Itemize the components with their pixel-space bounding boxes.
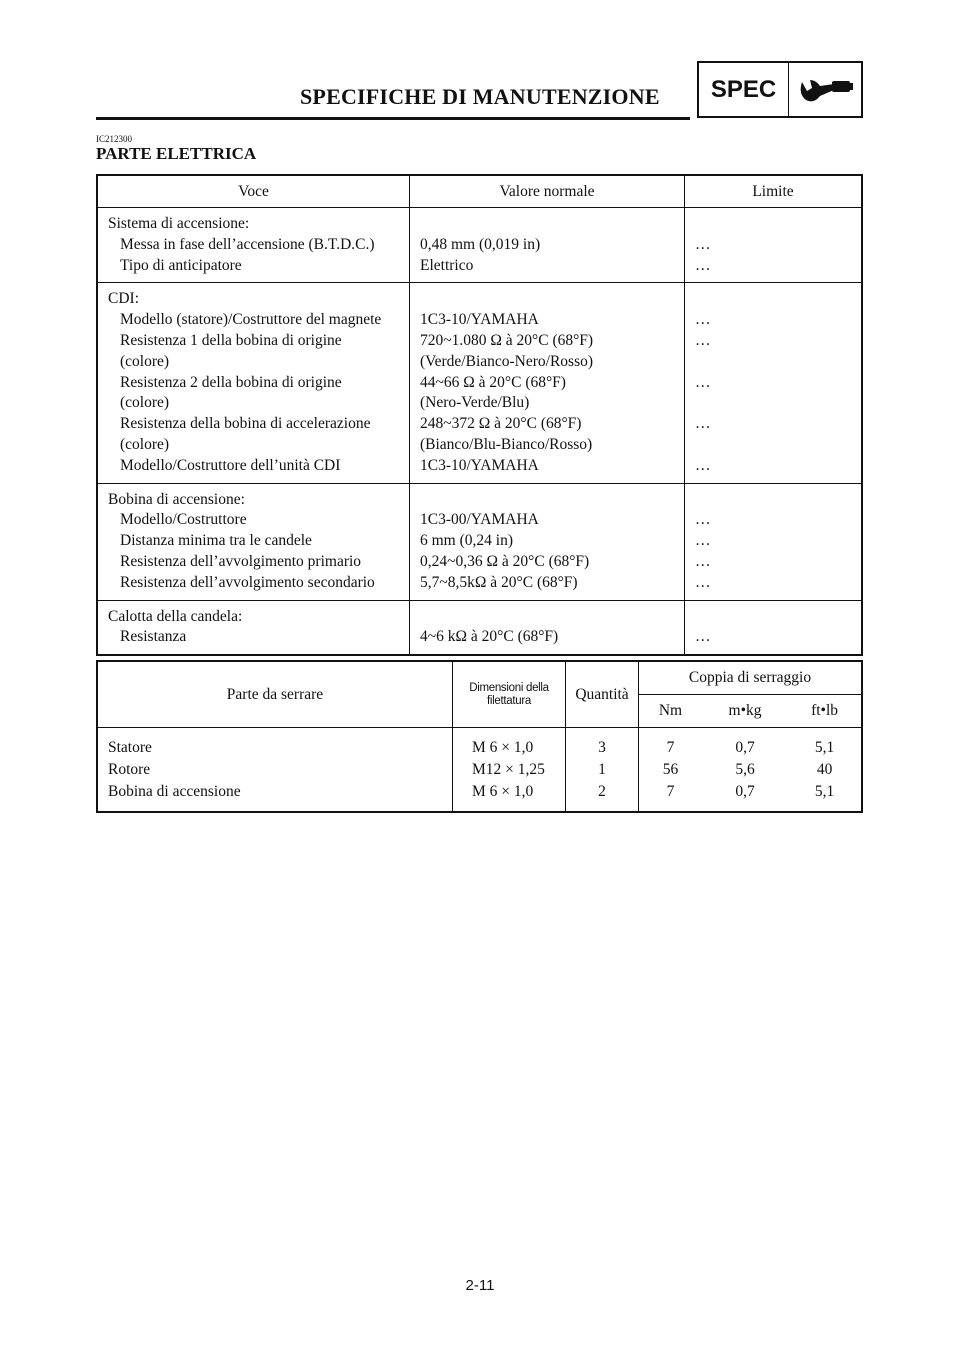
- item-label: Messa in fase dell’accensione (B.T.D.C.): [120, 235, 375, 253]
- blank-line: [695, 490, 861, 511]
- torque-ftlb: 40: [816, 761, 833, 778]
- spec-badge: [697, 61, 863, 118]
- voce-cell: [97, 483, 410, 600]
- blank-line: [420, 607, 684, 628]
- header-thread: [453, 661, 566, 728]
- torque-ftlb: 5,1: [814, 783, 835, 800]
- torque-part: Rotore: [97, 759, 453, 781]
- item-value: 720~1.080 Ω à 20°C (68°F): [420, 331, 594, 349]
- item-label: Modello (statore)/Costruttore del magnete: [120, 311, 382, 329]
- voce-cell: [97, 600, 410, 655]
- item-label: Resistenza 1 della bobina di origine: [120, 331, 342, 349]
- blank-line: [420, 289, 684, 310]
- valore-lines: [410, 208, 684, 282]
- header-mkg: m•kg: [702, 695, 788, 728]
- limite-cell: [685, 208, 863, 283]
- torque-ftlb: 5,1: [814, 739, 835, 756]
- item-label: Modello/Costruttore: [120, 511, 247, 529]
- torque-nm: 7: [666, 783, 675, 800]
- blank-line: [420, 490, 684, 511]
- item-limit: …: [695, 256, 711, 274]
- torque-mkg: 0,7: [735, 739, 755, 756]
- spec-group: [97, 208, 862, 283]
- item-limit: [695, 393, 861, 414]
- spec-group: [97, 483, 862, 600]
- item-limit: …: [695, 552, 711, 570]
- header-thread-line: filettatura: [486, 694, 531, 707]
- item-label: (colore): [120, 394, 170, 412]
- header-rule: [96, 117, 690, 120]
- item-value: 248~372 Ω à 20°C (68°F): [420, 415, 582, 433]
- item-label: (colore): [120, 352, 170, 370]
- item-limit: …: [695, 373, 711, 391]
- item-label: Resistenza 2 della bobina di origine: [120, 373, 342, 391]
- blank-line: [695, 607, 861, 628]
- item-label: (colore): [120, 435, 170, 453]
- item-value: 0,48 mm (0,019 in): [420, 235, 541, 253]
- valore-lines: [410, 484, 684, 600]
- item-label: Resistenza dell’avvolgimento secondario: [120, 573, 375, 591]
- torque-nm: 7: [666, 739, 675, 756]
- item-label: Resistenza dell’avvolgimento primario: [120, 552, 362, 570]
- header-thread-line: Dimensioni della: [469, 681, 549, 694]
- spec-group: [97, 283, 862, 483]
- table-row: [97, 781, 862, 812]
- spec-table: [96, 174, 863, 656]
- header-nm: Nm: [639, 695, 702, 728]
- torque-part: Bobina di accensione: [97, 781, 453, 812]
- item-value: 4~6 kΩ à 20°C (68°F): [420, 628, 559, 646]
- item-value: 6 mm (0,24 in): [420, 532, 513, 550]
- item-value: 1C3-10/YAMAHA: [420, 311, 539, 329]
- valore-cell: [410, 208, 685, 283]
- header-valore: Valore normale: [410, 175, 685, 208]
- voce-cell: [97, 283, 410, 483]
- voce-lines: [98, 601, 409, 655]
- item-value: (Nero-Verde/Blu): [420, 394, 530, 412]
- item-limit: …: [695, 415, 711, 433]
- item-value: Elettrico: [420, 256, 474, 274]
- item-limit: …: [695, 235, 711, 253]
- group-title: CDI:: [108, 290, 139, 308]
- limite-lines: [685, 484, 861, 600]
- blank-line: [695, 289, 861, 310]
- header-torque: Coppia di serraggio: [639, 661, 863, 695]
- group-title: Sistema di accensione:: [108, 215, 250, 232]
- item-limit: …: [695, 456, 711, 474]
- item-label: Resistenza della bobina di accelerazione: [120, 415, 371, 433]
- valore-lines: [410, 283, 684, 482]
- item-limit: …: [695, 331, 711, 349]
- voce-lines: [98, 208, 409, 282]
- page-number: 2-11: [465, 1277, 495, 1294]
- voce-lines: [98, 283, 409, 482]
- valore-cell: [410, 283, 685, 483]
- torque-thread: M 6 × 1,0: [453, 781, 566, 812]
- item-label: Resistanza: [120, 628, 187, 646]
- torque-mkg: 0,7: [735, 783, 755, 800]
- torque-thread: M 6 × 1,0: [453, 728, 566, 760]
- limite-lines: [685, 601, 861, 655]
- limite-lines: [685, 208, 861, 282]
- item-limit: [695, 352, 861, 373]
- torque-thread: M12 × 1,25: [453, 759, 566, 781]
- group-title: Calotta della candela:: [108, 607, 243, 625]
- item-limit: …: [695, 628, 711, 646]
- table-row: [97, 759, 862, 781]
- blank-line: [695, 214, 861, 235]
- wrench-icon: [789, 63, 861, 116]
- spec-group: [97, 600, 862, 655]
- voce-cell: [97, 208, 410, 283]
- item-value: (Bianco/Blu-Bianco/Rosso): [420, 435, 593, 453]
- torque-part: Statore: [97, 728, 453, 760]
- item-limit: …: [695, 573, 711, 591]
- valore-lines: [410, 601, 684, 655]
- header-limite: Limite: [685, 175, 863, 208]
- header-voce: Voce: [97, 175, 410, 208]
- item-label: Tipo di anticipatore: [120, 256, 242, 274]
- limite-lines: [685, 283, 861, 482]
- page-title: SPECIFICHE DI MANUTENZIONE: [300, 84, 660, 109]
- header-ftlb: ft•lb: [788, 695, 862, 728]
- torque-qty: 3: [566, 728, 639, 760]
- header-part: Parte da serrare: [97, 661, 453, 728]
- item-limit: …: [695, 532, 711, 550]
- limite-cell: [685, 283, 863, 483]
- torque-mkg: 5,6: [735, 761, 755, 778]
- header-qty: Quantità: [566, 661, 639, 728]
- item-label: Modello/Costruttore dell’unità CDI: [120, 456, 341, 474]
- item-limit: [695, 435, 861, 456]
- limite-cell: [685, 600, 863, 655]
- item-limit: …: [695, 511, 711, 529]
- item-value: 5,7~8,5kΩ à 20°C (68°F): [420, 573, 578, 591]
- item-value: 0,24~0,36 Ω à 20°C (68°F): [420, 552, 590, 570]
- torque-qty: 2: [566, 781, 639, 812]
- table-row: [97, 728, 862, 760]
- spec-badge-label: SPEC: [699, 63, 789, 116]
- item-label: Distanza minima tra le candele: [120, 532, 312, 550]
- spec-table-header: [97, 175, 862, 208]
- item-value: 44~66 Ω à 20°C (68°F): [420, 373, 566, 391]
- voce-lines: [98, 484, 409, 600]
- valore-cell: [410, 483, 685, 600]
- valore-cell: [410, 600, 685, 655]
- torque-nm: 56: [662, 761, 679, 778]
- item-value: 1C3-00/YAMAHA: [420, 511, 539, 529]
- torque-qty: 1: [566, 759, 639, 781]
- item-value: 1C3-10/YAMAHA: [420, 456, 539, 474]
- section-code: IC212300: [96, 134, 132, 144]
- torque-table: [96, 660, 863, 813]
- section-title: PARTE ELETTRICA: [96, 144, 257, 163]
- blank-line: [420, 214, 684, 235]
- limite-cell: [685, 483, 863, 600]
- group-title: Bobina di accensione:: [108, 490, 245, 508]
- item-limit: …: [695, 311, 711, 329]
- item-value: (Verde/Bianco-Nero/Rosso): [420, 352, 594, 370]
